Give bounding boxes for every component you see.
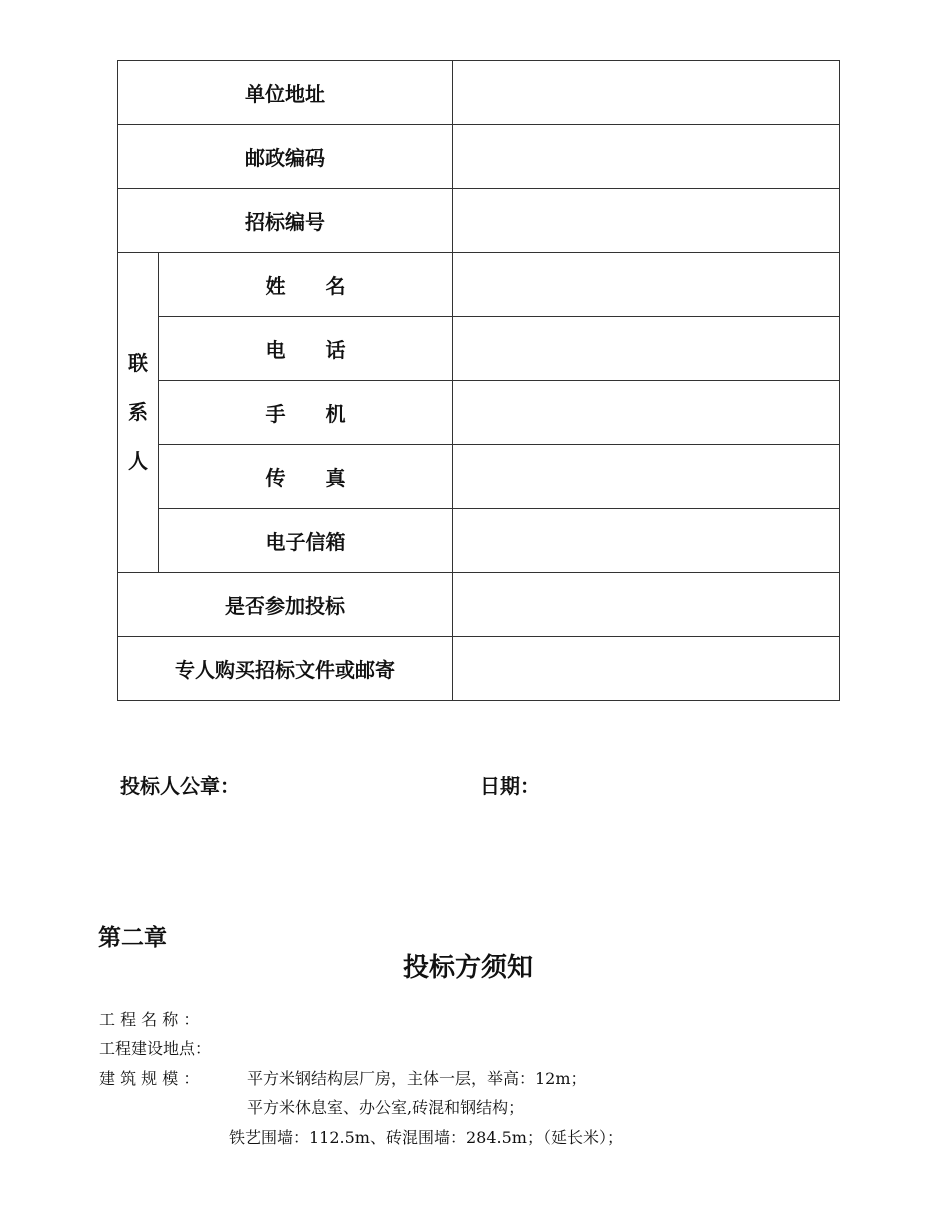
registration-form-table <box>117 60 840 701</box>
table-row <box>118 125 840 189</box>
contact-person-group-label <box>118 253 159 573</box>
purchase-method-label: 专人购买招标文件或邮寄 <box>118 637 453 701</box>
contact-phone-label: 电 话 <box>159 317 453 381</box>
building-scale-line-1: 平方米钢结构层厂房，主体一层，举高：12m； <box>247 1069 587 1088</box>
building-scale-line-2: 平方米休息室、办公室,砖混和钢结构； <box>247 1098 525 1117</box>
participate-label: 是否参加投标 <box>118 573 453 637</box>
participate-value[interactable] <box>453 573 840 637</box>
contact-char: 系 <box>128 400 148 424</box>
contact-phone-value[interactable] <box>453 317 840 381</box>
chapter-number: 第二章 <box>98 925 167 951</box>
contact-mobile-label: 手 机 <box>159 381 453 445</box>
contact-mobile-value[interactable] <box>453 381 840 445</box>
postal-code-value[interactable] <box>453 125 840 189</box>
bidder-seal-label: 投标人公章： <box>120 774 240 798</box>
construction-site-label: 工程建设地点： <box>99 1039 212 1058</box>
building-scale-label: 建 筑 规 模 ： <box>99 1069 200 1088</box>
table-row <box>118 253 840 317</box>
postal-code-label: 邮政编码 <box>118 125 453 189</box>
unit-address-value[interactable] <box>453 61 840 125</box>
date-label: 日期： <box>480 774 540 798</box>
contact-char: 人 <box>128 449 148 473</box>
purchase-method-value[interactable] <box>453 637 840 701</box>
contact-char: 联 <box>128 351 148 375</box>
section-title: 投标方须知 <box>402 953 533 983</box>
unit-address-label: 单位地址 <box>118 61 453 125</box>
table-row <box>118 573 840 637</box>
tender-number-label: 招标编号 <box>118 189 453 253</box>
project-name-label: 工 程 名 称 ： <box>99 1010 200 1029</box>
tender-number-value[interactable] <box>453 189 840 253</box>
contact-name-label: 姓 名 <box>159 253 453 317</box>
table-row <box>118 445 840 509</box>
contact-email-label: 电子信箱 <box>159 509 453 573</box>
building-scale-line-3: 铁艺围墙：112.5m、砖混围墙：284.5m；（延长米）； <box>229 1128 623 1147</box>
contact-fax-label: 传 真 <box>159 445 453 509</box>
table-row <box>118 637 840 701</box>
table-row <box>118 509 840 573</box>
table-row <box>118 381 840 445</box>
table-row <box>118 61 840 125</box>
contact-email-value[interactable] <box>453 509 840 573</box>
contact-fax-value[interactable] <box>453 445 840 509</box>
table-row <box>118 189 840 253</box>
contact-name-value[interactable] <box>453 253 840 317</box>
table-row <box>118 317 840 381</box>
